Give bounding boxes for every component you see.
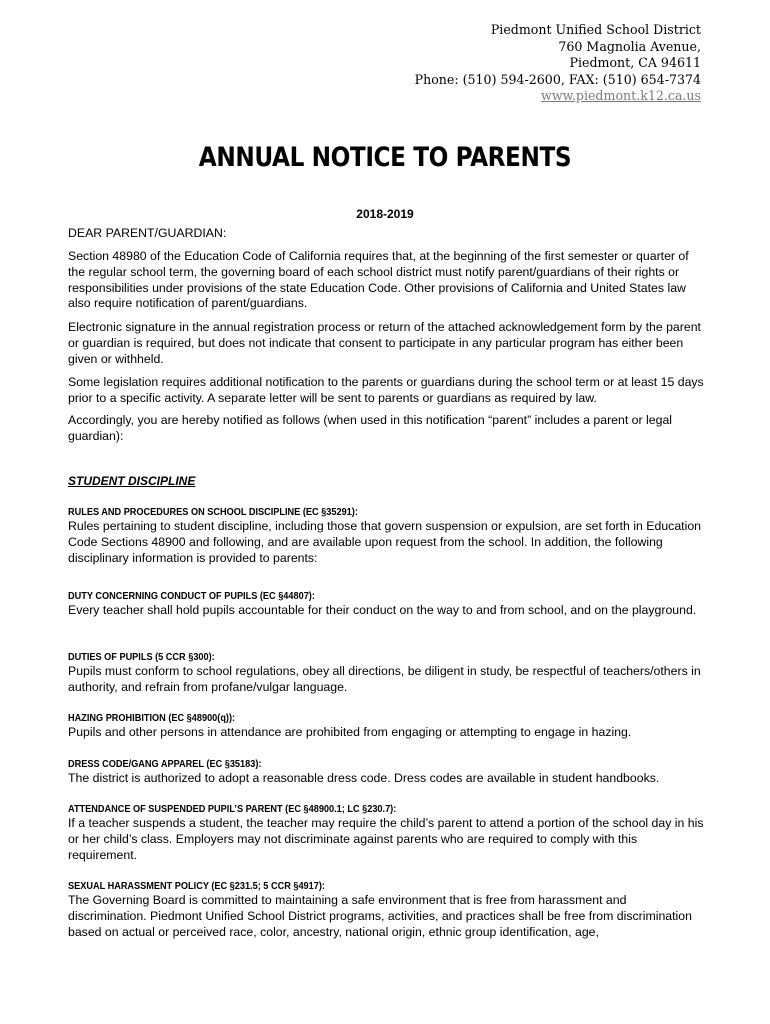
phone-fax: Phone: (510) 594-2600, FAX: (510) 654-7374 (414, 71, 701, 87)
subsection-heading: DUTIES OF PUPILS (5 CCR §300): (68, 652, 215, 663)
subsection-text: Pupils must conform to school regulations, obey all directions, be diligent in study, be respectful of teachers/others in authority, and refrain from profane/vulgar language. (68, 664, 701, 694)
intro-paragraph-2: Electronic signature in the annual registration process or return of the attached acknowledgement form by the parent or guardian is required, but does not indicate that consent to participate in any particular program has either been given or withheld. (68, 320, 701, 366)
document-title: ANNUAL NOTICE TO PARENTS (198, 142, 572, 173)
subsection-text: The district is authorized to adopt a reasonable dress code. Dress codes are available in student handbooks. (68, 771, 660, 785)
district-name: Piedmont Unified School District (490, 22, 701, 37)
subsection-text: Rules pertaining to student discipline, including those that govern suspension or expulsion, are set forth in Education Code Sections 48900 and following, and are available upon request from the school. In addition, the following disciplinary information is provided to parents: (68, 519, 701, 565)
letterhead (415, 22, 701, 105)
subsection-heading: HAZING PROHIBITION (EC §48900(q)): (68, 713, 236, 724)
subsection-text: The Governing Board is committed to maintaining a safe environment that is free from harassment and discrimination. Piedmont Unified School District programs, activities, and practices shall be free from discrimination based on actual or perceived race, color, ancestry, national origin, ethnic group identification, age, (68, 893, 692, 939)
school-year: 2018-2019 (356, 207, 414, 221)
subsection-heading: DUTY CONCERNING CONDUCT OF PUPILS (EC §44807): (68, 591, 315, 602)
subsection-text: Pupils and other persons in attendance are prohibited from engaging or attempting to engage in hazing. (68, 725, 632, 739)
intro-paragraph-3: Some legislation requires additional notification to the parents or guardians during the school term or at least 15 days prior to a specific activity. A separate letter will be sent to parents or guardians as required by law. (68, 375, 704, 405)
city-state-zip: Piedmont, CA 94611 (569, 55, 701, 71)
subsection-text: Every teacher shall hold pupils accountable for their conduct on the way to and from school, and on the playground. (68, 603, 697, 617)
intro-paragraph-1: Section 48980 of the Education Code of California requires that, at the beginning of the first semester or quarter of the regular school term, the governing board of each school district must notify parent/guardians of their rights or responsibilities under provisions of the state Education Code. Other provisions of California and United States law also require notification of parent/guardians. (68, 249, 689, 311)
subsection-text: If a teacher suspends a student, the teacher may require the child’s parent to attend a portion of the school day in his or her child’s class. Employers may not discriminate against parents who are required to comply with this requirement. (68, 816, 704, 862)
subsection-heading: ATTENDANCE OF SUSPENDED PUPIL’S PARENT (EC §48900.1; LC §230.7): (68, 804, 397, 815)
intro-paragraph-4: Accordingly, you are hereby notified as follows (when used in this notification “parent” includes a parent or legal guardian): (68, 413, 673, 443)
subsection-heading: DRESS CODE/GANG APPAREL (EC §35183): (68, 759, 262, 770)
website-link[interactable]: www.piedmont.k12.ca.us (541, 88, 701, 104)
section-heading-student-discipline: STUDENT DISCIPLINE (68, 474, 196, 488)
subsection-heading: SEXUAL HARASSMENT POLICY (EC §231.5; 5 CCR §4917): (68, 881, 325, 892)
street-address: 760 Magnolia Avenue, (558, 38, 701, 54)
subsection-heading: RULES AND PROCEDURES ON SCHOOL DISCIPLINE (EC §35291): (68, 507, 358, 518)
salutation: DEAR PARENT/GUARDIAN: (68, 226, 227, 240)
